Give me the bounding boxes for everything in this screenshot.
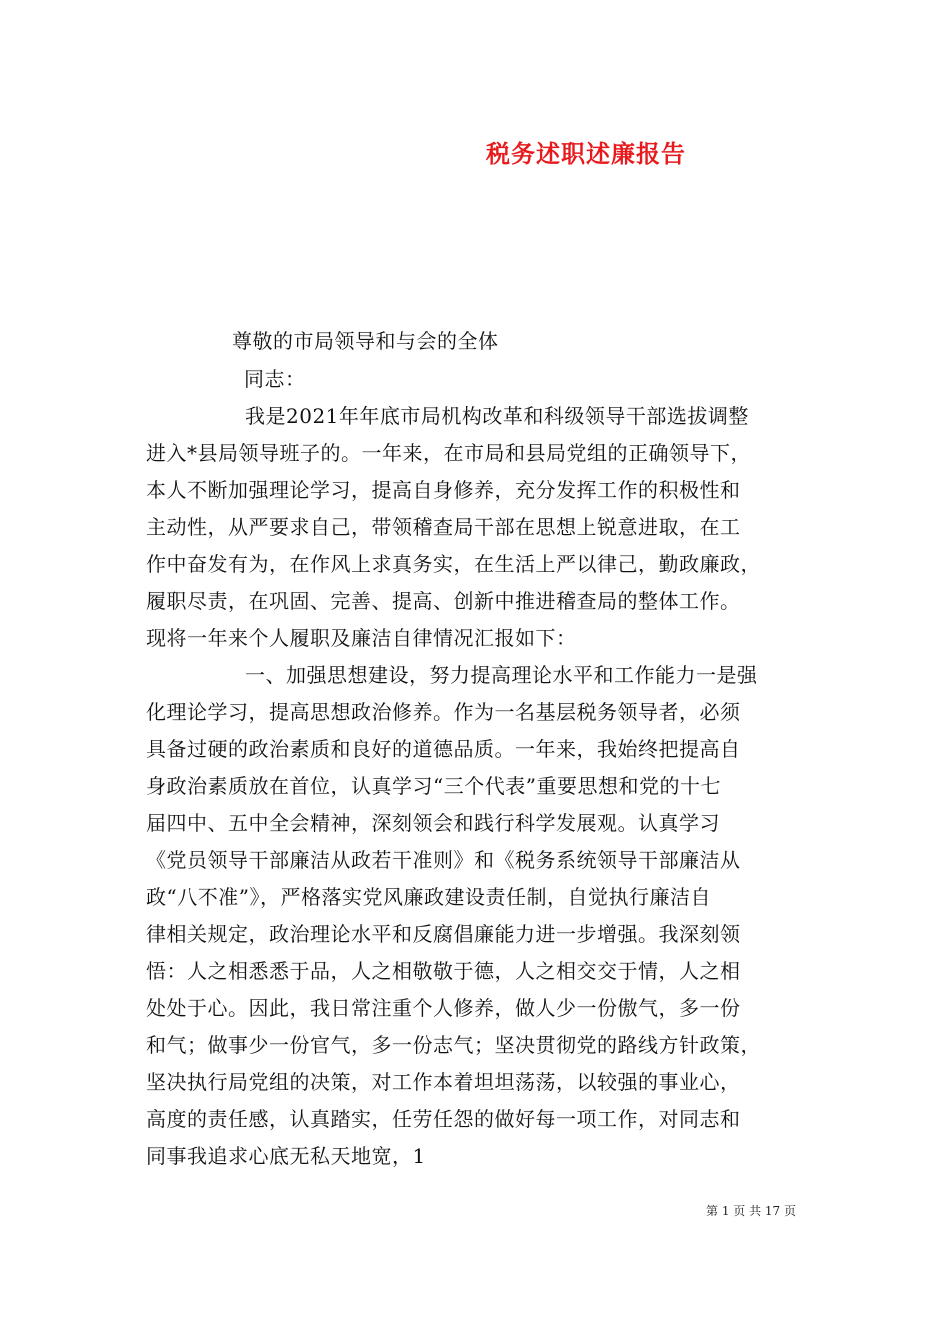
paragraph-line: 履职尽责，在巩固、完善、提高、创新中推进稽查局的整体工作。 xyxy=(146,589,741,613)
paragraph-line: 现将一年来个人履职及廉洁自律情况汇报如下： xyxy=(146,626,577,650)
paragraph-line: 本人不断加强理论学习，提高自身修养，充分发挥工作的积极性和 xyxy=(146,478,741,502)
paragraph-line: 政“八不准”》，严格落实党风廉政建设责任制，自觉执行廉洁自 xyxy=(146,885,711,909)
salutation-line: 尊敬的市局领导和与会的全体 xyxy=(232,329,499,353)
paragraph-line: 悟：人之相悉悉于品，人之相敬敬于德，人之相交交于情，人之相 xyxy=(146,959,741,983)
paragraph-line: 律相关规定，政治理论水平和反腐倡廉能力进一步增强。我深刻领 xyxy=(146,922,741,946)
paragraph-line: 《党员领导干部廉洁从政若干准则》和《税务系统领导干部廉洁从 xyxy=(146,848,741,872)
paragraph-line: 化理论学习，提高思想政治修养。作为一名基层税务领导者，必须 xyxy=(146,700,741,724)
paragraph-line: 届四中、五中全会精神，深刻领会和践行科学发展观。认真学习 xyxy=(146,811,720,835)
paragraph-line: 身政治素质放在首位，认真学习“三个代表”重要思想和党的十七 xyxy=(146,774,721,798)
paragraph-line: 主动性，从严要求自己，带领稽查局干部在思想上锐意进取，在工 xyxy=(146,515,741,539)
paragraph-line: 处处于心。因此，我日常注重个人修养，做人少一份傲气，多一份 xyxy=(146,996,741,1020)
paragraph-line: 高度的责任感，认真踏实，任劳任怨的做好每一项工作，对同志和 xyxy=(146,1107,741,1131)
page-number-footer: 第 1 页 共 17 页 xyxy=(706,1204,796,1218)
paragraph-line: 一、加强思想建设，努力提高理论水平和工作能力一是强 xyxy=(245,663,758,687)
paragraph-line: 作中奋发有为，在作风上求真务实，在生活上严以律己，勤政廉政， xyxy=(146,552,761,576)
paragraph-line: 同事我追求心底无私天地宽，1 xyxy=(146,1144,426,1168)
document-title: 税务述职述廉报告 xyxy=(486,139,686,168)
paragraph-line: 具备过硬的政治素质和良好的道德品质。一年来，我始终把提高自 xyxy=(146,737,741,761)
salutation-line: 同志： xyxy=(244,367,306,391)
paragraph-line: 和气；做事少一份官气，多一份志气；坚决贯彻党的路线方针政策， xyxy=(146,1033,761,1057)
paragraph-line: 我是2021年年底市局机构改革和科级领导干部选拔调整 xyxy=(245,404,749,428)
paragraph-line: 进入*县局领导班子的。一年来，在市局和县局党组的正确领导下， xyxy=(146,441,751,465)
paragraph-line: 坚决执行局党组的决策，对工作本着坦坦荡荡，以较强的事业心， xyxy=(146,1070,741,1094)
